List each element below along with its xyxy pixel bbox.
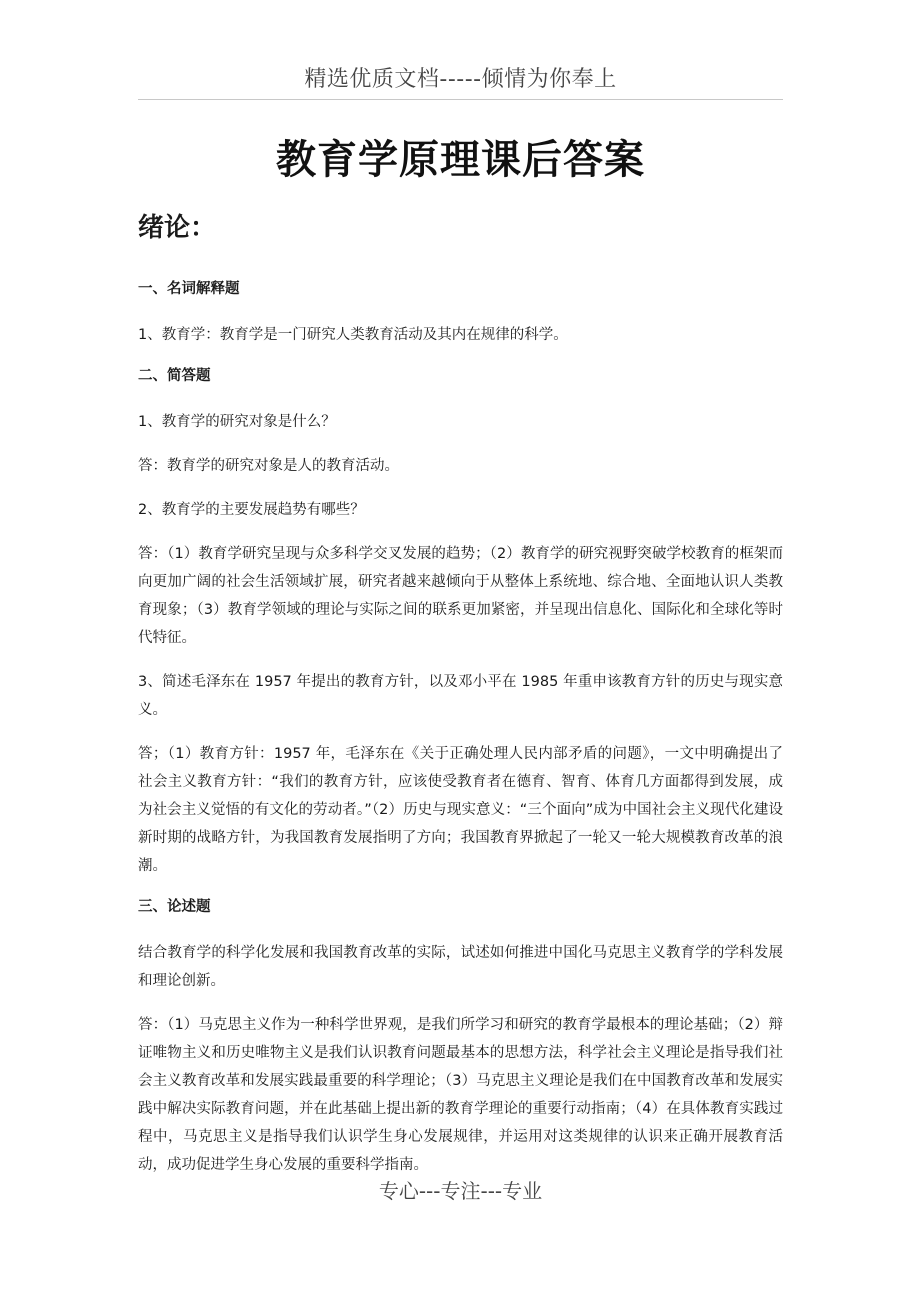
subhead-essay: 三、论述题: [138, 899, 211, 915]
answer-4: 答：（1）马克思主义作为一种科学世界观，是我们所学习和研究的教育学最根本的理论基础；（2）辩证唯物主义和历史唯物主义是我们认识教育问题最基本的思想方法，科学社会主义理论是指导我们社会主义教育改革和发展实践最重要的科学理论；（3）马克思主义理论是我们在中国教育改革和发展实践中解决实际教育问题，并在此基础上提出新的教育学理论的重要行动指南；（4）在具体教育实践过程中，马克思主义是指导我们认识学生身心发展规律，并运用对这类规律的认识来正确开展教育活动，成功促进学生身心发展的重要科学指南。: [138, 1017, 783, 1173]
subhead-terms: 一、名词解释题: [138, 281, 240, 297]
question-3: 3、简述毛泽东在 1957 年提出的教育方针，以及邓小平在 1985 年重申该教育方针的历史与现实意义。: [138, 674, 783, 718]
section-title: 绪论：: [138, 213, 217, 243]
answer-3: 答；（1）教育方针：1957 年，毛泽东在《关于正确处理人民内部矛盾的问题》，一文中明确提出了社会主义教育方针：“我们的教育方针，应该使受教育者在德育、智育、体育几方面都得到发展，成为社会主义觉悟的有文化的劳动者。”（2）历史与现实意义：“三个面向”成为中国社会主义现代化建设新时期的战略方针，为我国教育发展指明了方向；我国教育界掀起了一轮又一轮大规模教育改革的浪潮。: [138, 746, 783, 874]
header-divider: [138, 99, 783, 100]
question-1: 1、教育学的研究对象是什么？: [138, 414, 336, 430]
document-title: 教育学原理课后答案: [276, 137, 645, 183]
question-4: 结合教育学的科学化发展和我国教育改革的实际，试述如何推进中国化马克思主义教育学的学科发展和理论创新。: [138, 945, 783, 989]
subhead-short-answer: 二、简答题: [138, 368, 211, 384]
page-header: 精选优质文档-----倾情为你奉上: [304, 67, 617, 92]
answer-2: 答：（1）教育学研究呈现与众多科学交叉发展的趋势；（2）教育学的研究视野突破学校教育的框架而向更加广阔的社会生活领域扩展，研究者越来越倾向于从整体上系统地、综合地、全面地认识人类教育现象；（3）教育学领域的理论与实际之间的联系更加紧密，并呈现出信息化、国际化和全球化等时代特征。: [138, 546, 783, 646]
answer-1: 答：教育学的研究对象是人的教育活动。: [138, 458, 399, 474]
document-body: [138, 208, 783, 1195]
question-2: 2、教育学的主要发展趋势有哪些？: [138, 502, 365, 518]
page-footer: 专心---专注---专业: [378, 1179, 543, 1203]
paragraph-definition: 1、教育学：教育学是一门研究人类教育活动及其内在规律的科学。: [138, 327, 568, 343]
